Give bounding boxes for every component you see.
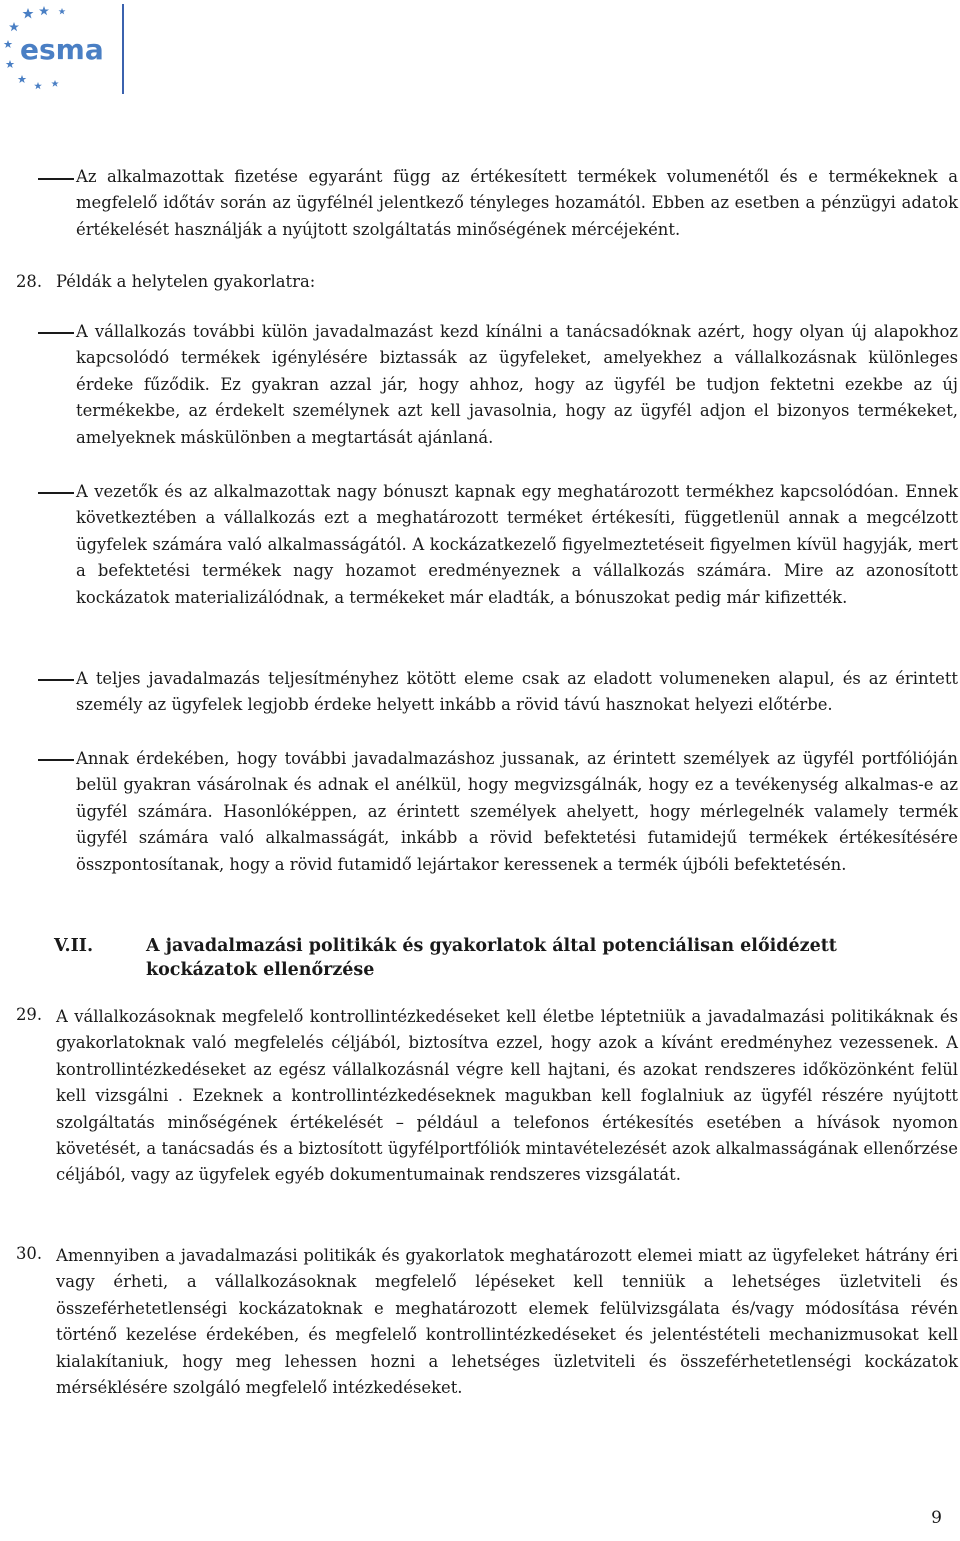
bullet-dash <box>38 679 74 681</box>
section-30-text: Amennyiben a javadalmazási politikák és gyakorlatok meghatározott elemei miatt az ügyfeleket hátrány éri vagy érheti, a vállalkozásoknak megfelelő lépéseket kell tenniük a lehetséges üzletviteli és összeférhetetlenségi kockázatoknak e meghatározott elemek felülvizsgálata és/vagy módosítása révén történő kezelése érdekében, és megfelelő kontrollintézkedéseket és jelentéstételi mechanizmusokat kell kialakítaniuk, hogy meg lehessen hozni a lehetséges üzletviteli és összeférhetetlenségi kockázatok mérséklésére szolgáló megfelelő intézkedéseket. <box>56 1246 958 1398</box>
section-28-bullet-3: A teljes javadalmazás teljesítményhez kötött eleme csak az eladott volumeneken alapul, és az érintett személy az ügyfelek legjobb érdeke helyett inkább a rövid távú hasznokat helyezi előtérbe. <box>76 669 958 715</box>
section-heading-number: V.II. <box>54 936 94 956</box>
section-heading-title: A javadalmazási politikák és gyakorlatok által potenciálisan előidézett kockázatok ellenőrzése <box>146 936 837 980</box>
page-number: 9 <box>931 1508 942 1528</box>
section-28-bullet-2: A vezetők és az alkalmazottak nagy bónuszt kapnak egy meghatározott termékhez kapcsolódóan. Ennek következtében a vállalkozás ezt a meghatározott terméket értékesíti, függetlenül annak a megcélzott ügyfelek számára való alkalmasságától. A kockázatkezelő figyelmeztetéseit figyelmen kívül hagyják, mert a befektetési termékek nagy hozamot eredményeznek a vállalkozás számára. Mire az azonosított kockázatok materializálódnak, a termékeket már eladták, a bónuszokat pedig már kifizették. <box>76 482 958 607</box>
section-28-number: 28. <box>16 272 43 291</box>
bullet-dash <box>38 332 74 334</box>
section-30-number: 30. <box>16 1244 43 1263</box>
logo-text: esma <box>20 33 104 66</box>
bullet-dash <box>38 178 74 180</box>
intro-bullet-text: Az alkalmazottak fizetése egyaránt függ az értékesített termékek volumenétől és e termékeknek a megfelelő időtáv során az ügyfélnél jelentkező tényleges hozamától. Ebben az esetben a pénzügyi adatok értékelését használják a nyújtott szolgáltatás minőségének mércéjeként. <box>76 167 958 239</box>
section-28-title: Példák a helytelen gyakorlatra: <box>56 272 316 291</box>
section-29-text: A vállalkozásoknak megfelelő kontrollintézkedéseket kell életbe léptetniük a javadalmazási politikáknak és gyakorlatoknak való megfelelés céljából, biztosítva ezzel, hogy azok a kívánt eredményhez vezessenek. A kontrollintézkedéseket az egész vállalkozásnál végre kell hajtani, és azokat rendszeres időközönként felül kell vizsgálni . Ezeknek a kontrollintézkedéseknek magukban kell foglalniuk az ügyfél részére nyújtott szolgáltatás minőségének értékelését – például a telefonos értékesítés esetében a hívások nyomon követését, a tanácsadás és a biztosított ügyfélportfóliók mintavételezését azok alkalmasságának ellenőrzése céljából, vagy az ügyfelek egyéb dokumentumainak rendszeres vizsgálatát. <box>56 1007 958 1185</box>
bullet-dash <box>38 492 74 494</box>
section-29-number: 29. <box>16 1005 43 1024</box>
section-28-bullet-1: A vállalkozás további külön javadalmazást kezd kínálni a tanácsadóknak azért, hogy olyan új alapokhoz kapcsolódó termékek igénylésére biztassák az ügyfeleket, amelyekhez a vállalkozásnak különleges érdeke fűződik. Ez gyakran azzal jár, hogy ahhoz, hogy az ügyfél be tudjon fektetni ezekbe az új termékekbe, az érdekelt személynek azt kell javasolnia, hogy az ügyfél adjon el bizonyos termékeket, amelyeknek máskülönben a megtartását ajánlaná. <box>76 322 958 447</box>
logo-divider <box>122 4 124 94</box>
section-28-bullet-4: Annak érdekében, hogy további javadalmazáshoz jussanak, az érintett személyek az ügyfél portfólióján belül gyakran vásárolnak és adnak el anélkül, hogy megvizsgálnák, hogy ez a tevékenység alkalmas-e az ügyfél számára. Hasonlóképpen, az érintett személyek ahelyett, hogy mérlegelnék valamely termék ügyfél számára való alkalmasságát, inkább a rövid befektetési futamidejű termékek értékesítésére összpontosítanak, hogy a rövid futamidő lejártakor keressenek a termék újbóli befektetésén. <box>76 749 958 874</box>
bullet-dash <box>38 759 74 761</box>
esma-logo <box>0 0 130 100</box>
